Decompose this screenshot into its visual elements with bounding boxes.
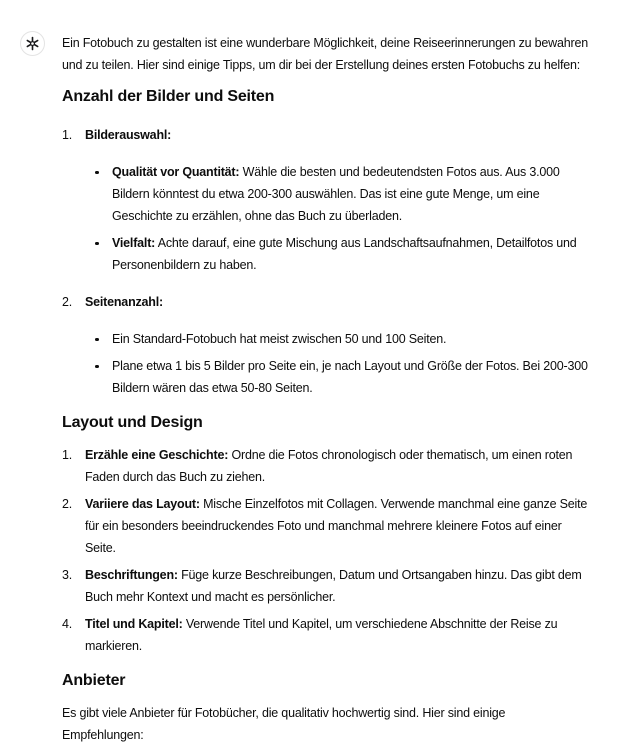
bullet-list — [85, 328, 621, 399]
bullet-icon — [95, 365, 99, 369]
bullet-icon — [95, 242, 99, 246]
text-line: Faden durch das Buch zu ziehen. — [85, 470, 266, 484]
text-line: Beschriftungen: Füge kurze Beschreibungen, Datum und Ortsangaben hinzu. Das gibt dem — [85, 568, 582, 582]
list-item-titel-kapitel — [62, 613, 621, 657]
bullet-item — [85, 232, 621, 276]
text-line: Qualität vor Quantität: Wähle die besten und bedeutendsten Fotos aus. Aus 3.000 — [112, 165, 560, 179]
ordered-list-bilder-seiten — [62, 124, 621, 399]
text-line: Ein Fotobuch zu gestalten ist eine wunderbare Möglichkeit, deine Reiseerinnerungen zu bewahren — [62, 36, 588, 50]
bullet-item — [85, 355, 621, 399]
bullet-list — [85, 161, 621, 276]
text-line: Seite. — [85, 541, 116, 555]
text-line: Empfehlungen: — [62, 728, 144, 742]
assistant-avatar — [20, 31, 45, 56]
text-line: Buch mehr Kontext und macht es persönlicher. — [85, 590, 336, 604]
section-heading-anzahl: Anzahl der Bilder und Seiten — [62, 88, 275, 105]
list-item-label: Bilderauswahl: — [85, 128, 172, 142]
list-number: 4. — [62, 617, 73, 631]
text-line: Geschichte zu erzählen, ohne das Buch zu überladen. — [112, 209, 402, 223]
list-number: 3. — [62, 568, 73, 582]
section-heading-layout-design: Layout und Design — [62, 414, 203, 431]
text-line: Titel und Kapitel: Verwende Titel und Kapitel, um verschiedene Abschnitte der Reise zu — [85, 617, 558, 631]
text-line: für ein besonders beeindruckendes Foto und manchmal mehrere kleinere Fotos auf einer — [85, 519, 562, 533]
ordered-list-layout-design — [62, 444, 621, 657]
bullet-icon — [95, 338, 99, 342]
bullet-item — [85, 161, 621, 227]
list-number: 1. — [62, 448, 73, 462]
list-number: 1. — [62, 128, 73, 142]
anbieter-paragraph — [62, 702, 621, 746]
list-item-label: Seitenanzahl: — [85, 295, 163, 309]
text-line: und zu teilen. Hier sind einige Tipps, um dir bei der Erstellung deines ersten Fotobuchs zu helfen: — [62, 58, 581, 72]
openai-logo-icon — [25, 36, 40, 51]
text-line: Personenbildern zu haben. — [112, 258, 257, 272]
list-number: 2. — [62, 295, 73, 309]
list-item-layout — [62, 493, 621, 559]
text-line: Bildern wären das etwa 50-80 Seiten. — [112, 381, 313, 395]
list-item-geschichte — [62, 444, 621, 488]
section-heading-anbieter: Anbieter — [62, 672, 126, 689]
text-line: Bildern könntest du etwa 200-300 auswählen. Das ist eine gute Menge, um eine — [112, 187, 540, 201]
intro-paragraph — [62, 32, 621, 76]
text-line: Vielfalt: Achte darauf, eine gute Mischung aus Landschaftsaufnahmen, Detailfotos und — [112, 236, 577, 250]
list-item-bilderauswahl — [62, 124, 621, 276]
text-line: Ein Standard-Fotobuch hat meist zwischen 50 und 100 Seiten. — [112, 332, 447, 346]
message-content — [62, 32, 621, 746]
list-item-beschriftungen — [62, 564, 621, 608]
text-line: Es gibt viele Anbieter für Fotobücher, die qualitativ hochwertig sind. Hier sind einige — [62, 706, 506, 720]
bullet-item — [85, 328, 621, 350]
list-number: 2. — [62, 497, 73, 511]
text-line: markieren. — [85, 639, 143, 653]
text-line: Plane etwa 1 bis 5 Bilder pro Seite ein, je nach Layout und Größe der Fotos. Bei 200-300 — [112, 359, 588, 373]
text-line: Variiere das Layout: Mische Einzelfotos mit Collagen. Verwende manchmal eine ganze Seite — [85, 497, 588, 511]
list-item-seitenanzahl — [62, 291, 621, 399]
bullet-icon — [95, 171, 99, 175]
text-line: Erzähle eine Geschichte: Ordne die Fotos chronologisch oder thematisch, um einen roten — [85, 448, 573, 462]
